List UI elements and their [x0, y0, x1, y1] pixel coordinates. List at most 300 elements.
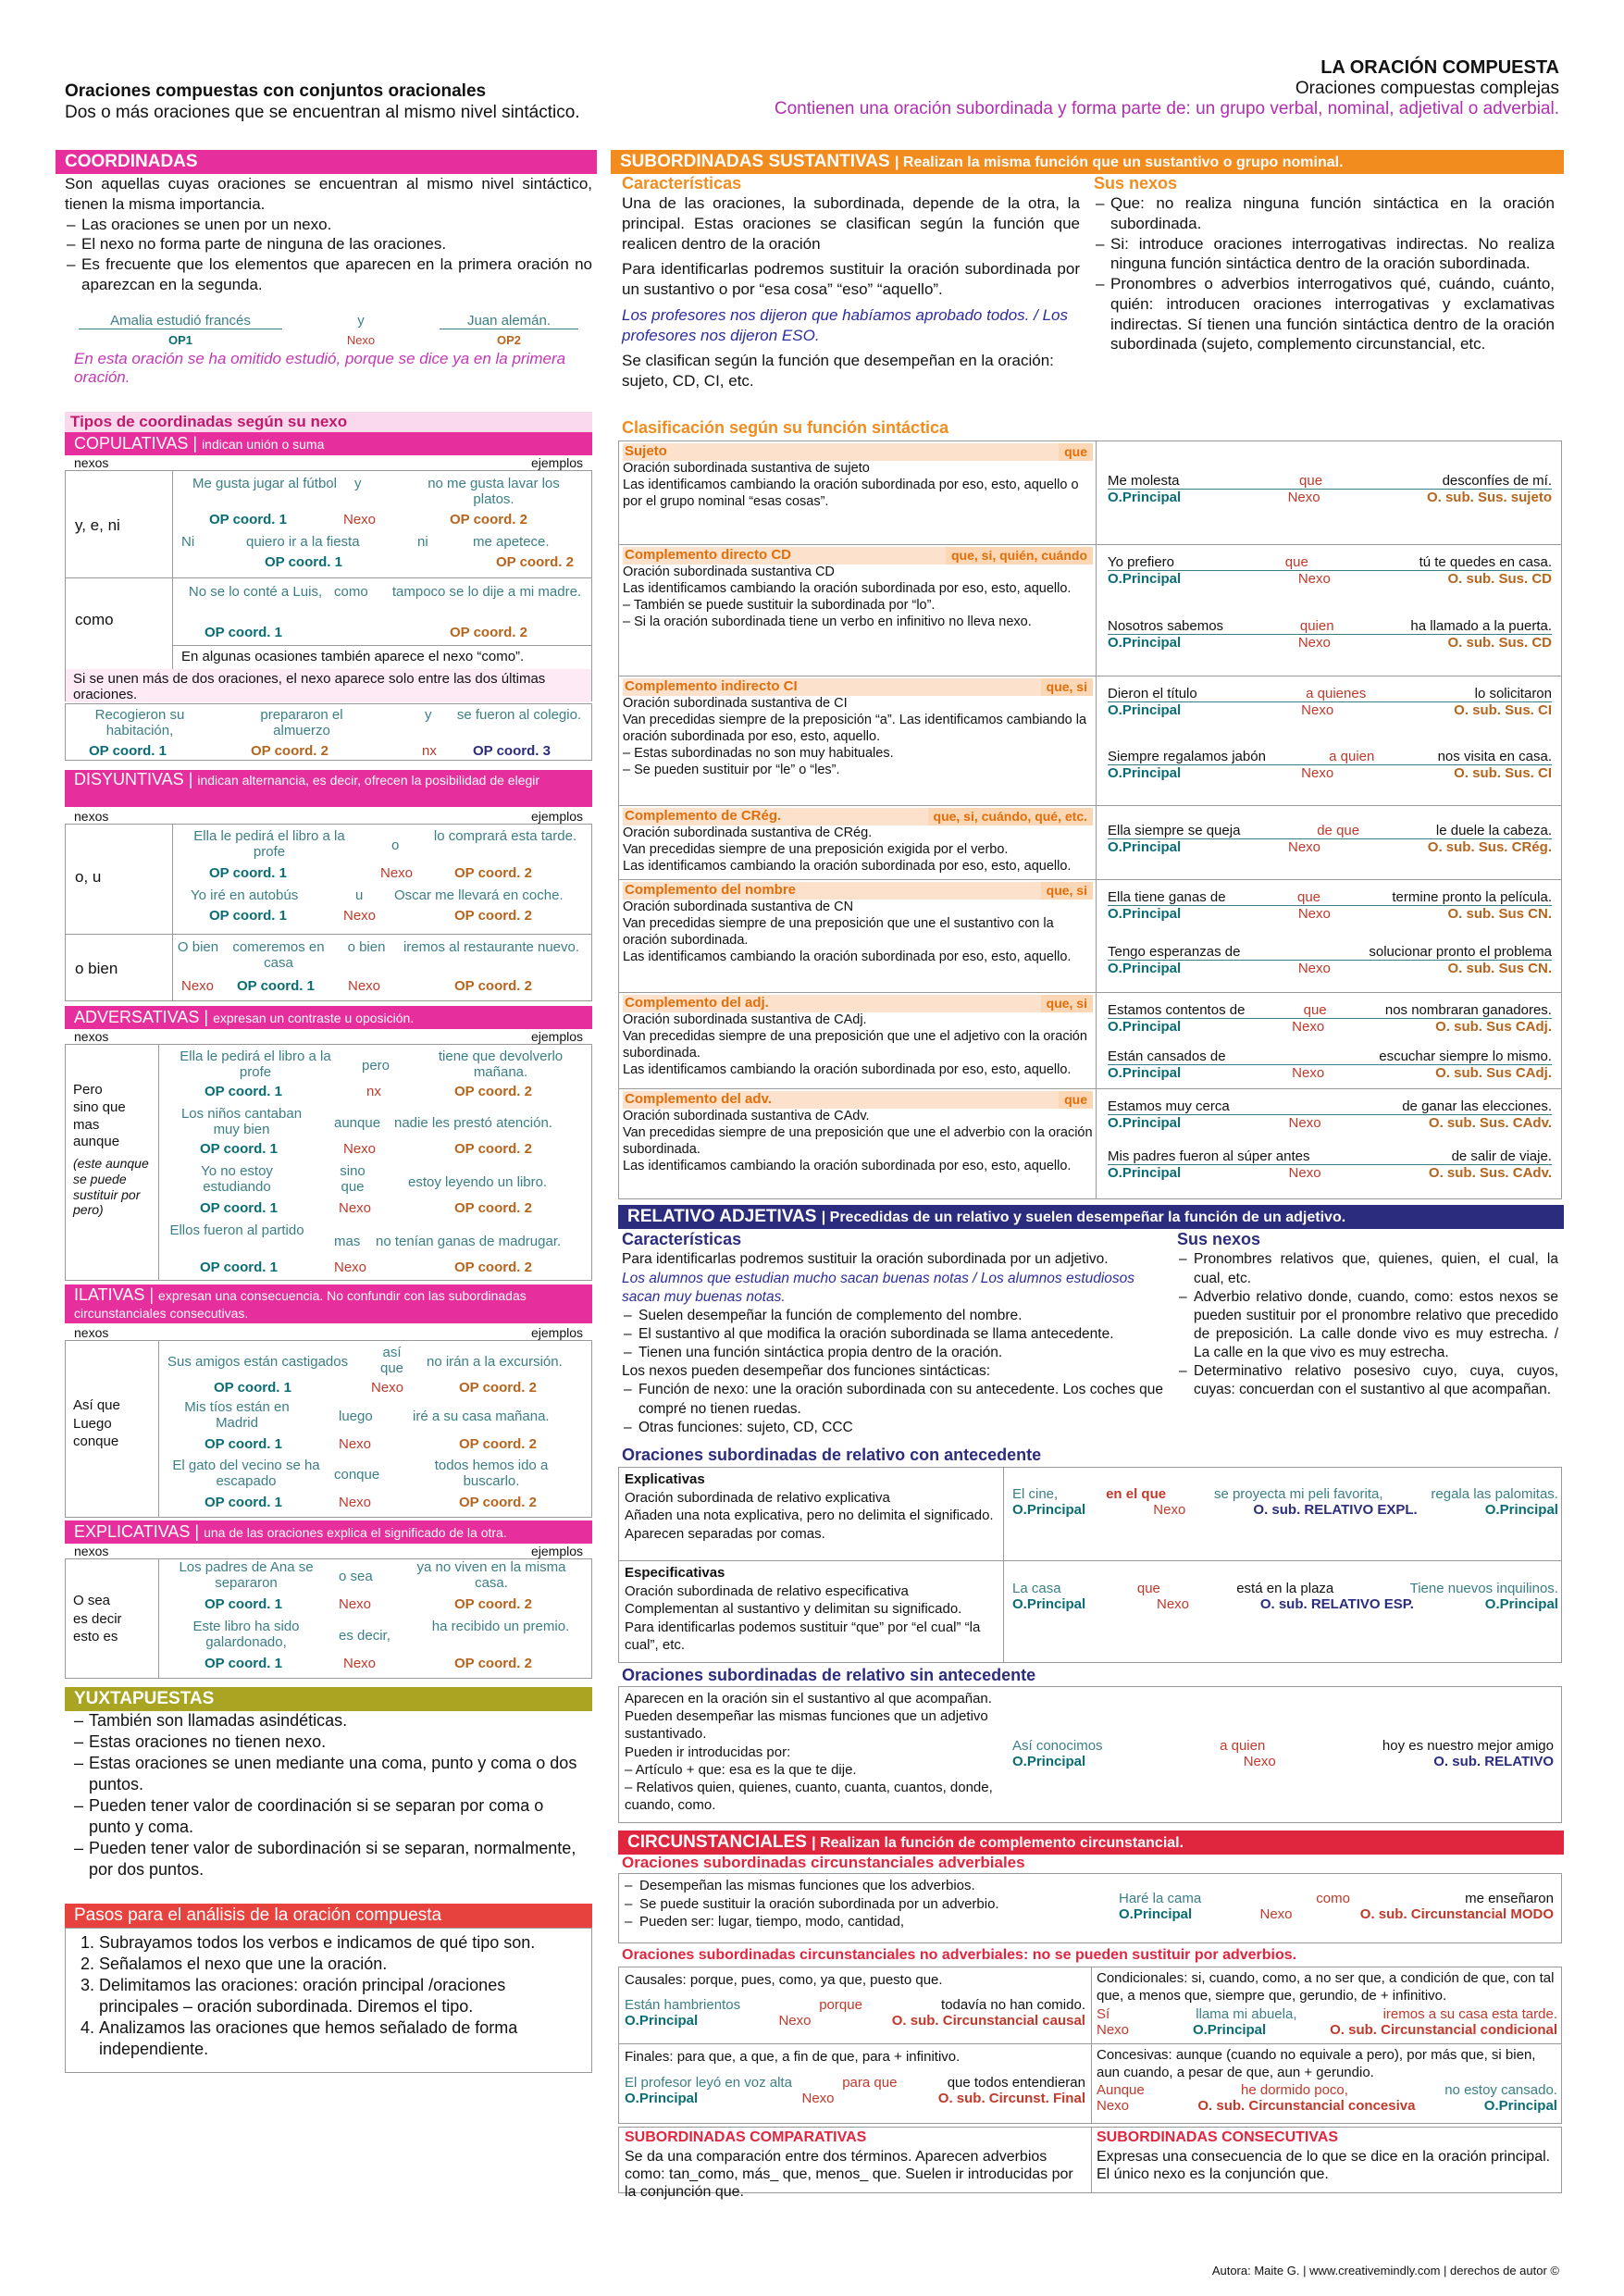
func-example: [1108, 823, 1552, 855]
lbl-op2: OP coord. 2: [454, 1596, 532, 1612]
func-desc: [623, 995, 1093, 1079]
lbl-oprin: O.Principal: [1012, 1596, 1086, 1612]
yuxt-bullet: – Pueden tener valor de coordinación si se separan por coma o punto y coma.: [72, 1795, 586, 1838]
lbl-oprin: O.Principal: [1483, 2098, 1557, 2114]
func-example: [1108, 944, 1552, 976]
copul-head: [74, 455, 583, 470]
adver-nexos: Pero sino que mas aunque: [73, 1082, 126, 1150]
lbl-nexo: Nexo: [1297, 635, 1331, 651]
circ-finales: Finales: para que, a que, a fin de que, para + infinitivo.: [625, 2049, 961, 2065]
ex-part: de ganar las elecciones.: [1402, 1098, 1552, 1114]
lbl-op1: OP coord. 1: [205, 1656, 282, 1671]
copul-ex-nexo: y: [425, 707, 432, 723]
adver-row: [163, 1104, 589, 1163]
lbl-nexo: Nexo: [1292, 1019, 1325, 1035]
lbl-op1: OP coord. 1: [205, 1084, 282, 1099]
ex-part: se proyecta mi peli favorita,: [1213, 1486, 1383, 1502]
adver-ex: tiene que devolverlo mañana.: [438, 1049, 564, 1080]
expl-head: [74, 1544, 583, 1558]
expl-title: EXPLICATIVAS: [74, 1522, 191, 1541]
adver-ex: Los niños cantaban muy bien: [180, 1106, 303, 1137]
ex-nexo: que: [1299, 473, 1323, 489]
circ-causales: Causales: porque, pues, como, ya que, puesto que.: [625, 1972, 943, 1988]
paso: 1. Subrayamos todos los verbos e indicamos de qué tipo son.: [99, 1932, 584, 1954]
lbl-op1: OP coord. 1: [209, 512, 287, 527]
func-body: Oración subordinada sustantiva CD Las identificamos cambiando la oración subordinada por eso, esto, aquello. – También se puede sustituir la subordinada por “lo”. – Si la oración subordinada tiene un verbo en infinitivo no lleva nexo.: [623, 565, 1072, 630]
ex-part: Yo prefiero: [1108, 554, 1174, 570]
lbl-oprin: O.Principal: [1119, 1906, 1193, 1922]
lbl-nexo: Nexo: [343, 908, 377, 924]
adver-ex: nadie les prestó atención.: [394, 1115, 552, 1131]
circ-noadv-heading: Oraciones subordinadas circunstanciales no adverbiales: no se pueden sustituir por adverbios.: [622, 1947, 1297, 1963]
sust-clas-heading: Clasificación según su función sintáctica: [622, 418, 949, 437]
lbl-op2: OP coord. 2: [459, 1380, 537, 1396]
func-example: [1108, 889, 1552, 922]
copul-multi: Si se unen más de dos oraciones, el nexo aparece solo entre las dos últimas oraciones.: [66, 669, 591, 702]
copul-ex-nexo: Ni: [181, 534, 195, 550]
lbl-sub: O. sub. Circunstancial MODO: [1359, 1906, 1554, 1922]
rel-nexos: [1177, 1229, 1558, 1400]
rel-espe-title: Especificativas: [625, 1565, 725, 1581]
ex-nexo: porque: [819, 1997, 862, 2013]
lbl-nexo: Nexo: [778, 2013, 812, 2029]
func-nexos: que, si: [1041, 678, 1093, 696]
circ-adv-item: – Desempeñan las mismas funciones que los adverbios.: [623, 1877, 1095, 1895]
ex-part: Mis padres fueron al súper antes: [1108, 1148, 1310, 1164]
lbl-oprin: O.Principal: [1012, 1754, 1086, 1769]
func-nexos: que, si, cuándo, qué, etc.: [928, 808, 1093, 825]
yuxt-bullet: – Pueden tener valor de subordinación si se separan, normalmente, por dos puntos.: [72, 1838, 586, 1880]
adver-desc: expresan un contraste u oposición.: [213, 1011, 415, 1025]
ilat-ex: Mis tíos están en Madrid: [184, 1399, 290, 1431]
right-desc: Contienen una oración subordinada y forma parte de: un grupo verbal, nominal, adjetival o adverbial.: [774, 99, 1559, 118]
circ-adv-list: [623, 1877, 1095, 1931]
ilat-row: [163, 1399, 589, 1458]
ejemplos-label: ejemplos: [530, 1029, 583, 1044]
lbl-op2: OP coord. 2: [454, 865, 532, 881]
lbl-op1: OP coord. 1: [89, 743, 167, 759]
lbl-nexo: Nexo: [339, 1596, 372, 1612]
lbl-nexo: Nexo: [1097, 2098, 1130, 2114]
lbl-op1: OP coord. 1: [214, 1380, 291, 1396]
lbl-nexo: Nexo: [1297, 906, 1331, 922]
circ-adv-box: [618, 1873, 1562, 1943]
sust-nexo-item: – Si: introduce oraciones interrogativas indirectas. No realiza ninguna función sintáctica dentro de la oración subordinada.: [1094, 234, 1555, 275]
func-example: [1108, 1002, 1552, 1035]
footer: Autora: Maite G. | www.creativemindly.com | derechos de autor ©: [1211, 2264, 1559, 2277]
lbl-oprin: O.Principal: [1484, 1502, 1558, 1518]
ex-part: Dieron el título: [1108, 686, 1197, 701]
ex-nexo: que: [1296, 889, 1321, 905]
lbl-nexo: Nexo: [1243, 1754, 1276, 1769]
lbl-nexo: Nexo: [1297, 961, 1331, 976]
ex-part: escuchar siempre lo mismo.: [1379, 1049, 1552, 1064]
lbl-oprin: O.Principal: [625, 2013, 699, 2029]
disy-title: DISYUNTIVAS: [74, 770, 184, 788]
func-row: [619, 676, 1561, 806]
ex-part: todavía no han comido.: [941, 1997, 1085, 2013]
circ-conc-example: [1097, 2082, 1557, 2114]
disy-ex-nexo: u: [355, 887, 364, 903]
ex-nexo: a quien: [1329, 749, 1375, 764]
expl-desc: una de las oraciones explica el significado de la otra.: [204, 1525, 507, 1540]
func-nexos: que, si: [1041, 882, 1093, 900]
ex-nexo: a quienes: [1306, 686, 1367, 701]
rel-bullet: – El sustantivo al que modifica la oración subordinada se llama antecedente.: [622, 1325, 1168, 1344]
disy-ex: Yo iré en autobús: [191, 887, 299, 903]
func-body: Oración subordinada sustantiva de CAdv. Van precedidas siempre de una preposición que une el adverbio con la oración subordinada. Las identificamos cambiando la oración subordinada por eso, esto, aquello.: [623, 1109, 1093, 1174]
expl-ex-nexo: o sea: [339, 1569, 373, 1584]
rel-con-table: [618, 1467, 1562, 1663]
func-row: [619, 545, 1561, 676]
coord-intro-text: Son aquellas cuyas oraciones se encuentran al mismo nivel sintáctico, tienen la misma importancia.: [65, 175, 592, 213]
lbl-op2: OP coord. 2: [450, 512, 527, 527]
ex-nexo: quien: [1299, 618, 1334, 634]
lbl-oprin: O.Principal: [1108, 839, 1182, 855]
sust-func-table: [618, 441, 1562, 1199]
lbl-oprin: O.Principal: [1108, 1115, 1182, 1131]
rel-espe-text: Oración subordinada de relativo especificativa Complementan al sustantivo y delimitan su significado. Para identificarlas podemos sustituir “que” por “el cual” “la cual”, etc.: [625, 1582, 981, 1653]
lbl-nexo: Nexo: [181, 978, 215, 994]
func-head: [623, 443, 1093, 461]
paso: 2. Señalamos el nexo que une la oración.: [99, 1954, 584, 1975]
lbl-oprin: O.Principal: [1012, 1502, 1086, 1518]
ejemplos-label: ejemplos: [530, 1544, 583, 1558]
adver-rows: [163, 1045, 589, 1282]
adver-row: [163, 1222, 589, 1282]
func-example: [1108, 618, 1552, 651]
adver-head: [74, 1029, 583, 1044]
ex-part: solucionar pronto el problema: [1369, 944, 1552, 960]
copul-ex: me apetece.: [473, 534, 550, 550]
func-row: [619, 993, 1561, 1089]
rel-car-example: Los alumnos que estudian mucho sacan buenas notas / Los alumnos estudiosos sacan muy buenas notas.: [622, 1270, 1135, 1305]
lbl-sub: O. sub. Sus CN.: [1447, 906, 1552, 922]
ejemplos-label: ejemplos: [530, 455, 583, 470]
coord-example: [79, 313, 578, 329]
nexos-label: nexos: [74, 1544, 109, 1558]
nexos-label: nexos: [74, 1325, 109, 1340]
lbl-nexo: Nexo: [348, 978, 381, 994]
ex-nexo: para que: [842, 2075, 898, 2091]
copul-ex: se fueron al colegio.: [456, 707, 582, 723]
lbl-nexo: Nexo: [343, 512, 377, 527]
label-op2: OP2: [496, 333, 521, 347]
copul-ex-nexo: y: [354, 476, 362, 491]
ex-part: he dormido poco,: [1241, 2082, 1348, 2098]
ex-part: Tengo esperanzas de: [1108, 944, 1241, 960]
rel-bullet: – Suelen desempeñar la función de complemento del nombre.: [622, 1307, 1168, 1325]
copul-note: En algunas ocasiones también aparece el nexo “como”.: [181, 649, 525, 664]
func-desc: [623, 1091, 1093, 1175]
rel-bar: [618, 1205, 1564, 1229]
rel-bullet: – Tienen una función sintáctica propia dentro de la oración.: [622, 1344, 1168, 1362]
rel-nexos-heading: Sus nexos: [1177, 1230, 1261, 1248]
ex-part: regala las palomitas.: [1431, 1486, 1558, 1502]
rel-espe-example: [1012, 1581, 1558, 1612]
ex-nexo: en el que: [1106, 1486, 1167, 1502]
func-example: [1108, 1049, 1552, 1081]
copul-table: [65, 470, 592, 701]
comp-cons: [618, 2127, 1562, 2201]
disy-bar: DISYUNTIVAS | indican alternancia, es decir, ofrecen la posibilidad de elegir: [65, 770, 592, 807]
circ-bar: [618, 1831, 1564, 1855]
lbl-nexo: Nexo: [1287, 839, 1321, 855]
lbl-sub: O. sub. Circunst. Final: [937, 2091, 1085, 2106]
ilat-ex: El gato del vecino se ha escapado: [172, 1458, 320, 1489]
rel-func: – Función de nexo: une la oración subordinada con su antecedente. Los coches que compré no tienen ruedas.: [622, 1381, 1168, 1418]
func-desc: [623, 547, 1093, 631]
coord-bar: COORDINADAS: [56, 150, 597, 174]
expl-ex: ha recibido un premio.: [431, 1619, 570, 1634]
rel-title: RELATIVO ADJETIVAS: [627, 1207, 817, 1226]
lbl-oprin: O.Principal: [1484, 1596, 1558, 1612]
nexos-label: nexos: [74, 809, 109, 824]
coord-note: En esta oración se ha omitido estudió, porque se dice ya en la primera oración.: [74, 350, 566, 386]
func-title: Complemento directo CD: [625, 547, 792, 563]
adver-ex: Ellos fueron al partido: [169, 1222, 304, 1238]
func-example: [1108, 686, 1552, 718]
sust-car-2: Para identificarlas podremos sustituir la oración subordinada por un sustantivo o por “esa cosa” “eso” “aquello”.: [622, 260, 1080, 298]
rel-bullets: [622, 1307, 1168, 1362]
adver-bar: ADVERSATIVAS | expresan un contraste u oposición.: [65, 1006, 592, 1029]
rel-car-heading: Características: [622, 1230, 742, 1248]
rel-expl-example: [1012, 1486, 1558, 1518]
coord-bullet: – El nexo no forma parte de ninguna de las oraciones.: [65, 234, 592, 254]
func-title: Sujeto: [625, 443, 667, 459]
disy-nexo-1: o, u: [75, 868, 102, 886]
copul-ex: quiero ir a la fiesta: [246, 534, 360, 550]
rel-espe: [625, 1564, 999, 1655]
disy-ex: Oscar me llevará en coche.: [394, 887, 564, 903]
copul-ex: Recogieron su habitación,: [94, 707, 185, 738]
lbl-sub: O. sub. Sus. CAdv.: [1428, 1165, 1552, 1181]
lbl-op2: OP coord. 2: [450, 625, 527, 640]
adver-title: ADVERSATIVAS: [74, 1008, 200, 1026]
rel-expl-title: Explicativas: [625, 1471, 705, 1487]
lbl-sub: O. sub. Sus. CD: [1447, 571, 1552, 587]
lbl-op1: OP coord. 1: [205, 1436, 282, 1452]
adver-row: [163, 1045, 589, 1104]
lbl-sub: O. sub. Sus. CI: [1454, 702, 1552, 718]
copul-ex: tampoco se lo dije a mi madre.: [391, 584, 582, 600]
ilat-ex: Sus amigos están castigados: [167, 1354, 349, 1370]
func-head: [623, 678, 1093, 696]
adver-ex-nexo: mas: [334, 1234, 361, 1249]
nexos-label: nexos: [74, 1029, 109, 1044]
func-row: [619, 1089, 1561, 1193]
disy-ex: lo comprará esta tarde.: [433, 828, 577, 844]
coord-example-labels: [79, 333, 578, 347]
lbl-sub: O. sub. RELATIVO ESP.: [1259, 1596, 1414, 1612]
rel-sin-heading: Oraciones subordinadas de relativo sin antecedente: [622, 1666, 1036, 1684]
ilat-ex: no irán a la excursión.: [427, 1354, 563, 1370]
rel-desc: | Precedidas de un relativo y suelen desempeñar la función de un adjetivo.: [821, 1210, 1346, 1225]
rel-dos: Los nexos pueden desempeñar dos funciones sintácticas:: [622, 1363, 991, 1380]
expl-table: [65, 1558, 592, 1679]
lbl-nexo: Nexo: [1287, 490, 1320, 505]
lbl-op2: OP coord. 2: [454, 1084, 532, 1099]
ex-part: tú te quedes en casa.: [1419, 554, 1552, 570]
func-body: Oración subordinada sustantiva de CAdj. Van precedidas siempre de una preposición que une el adjetivo con la oración subordinada. Las identificamos cambiando la oración subordinada por eso, esto, aquello.: [623, 1012, 1087, 1078]
lbl-nexo: Nexo: [1301, 765, 1334, 781]
func-desc: [623, 882, 1093, 966]
lbl-nexo: Nexo: [339, 1200, 372, 1216]
lbl-nexo: Nexo: [343, 1141, 377, 1157]
paso: 4. Analizamos las oraciones que hemos señalado de forma independiente.: [99, 2017, 584, 2060]
lbl-oprin: O.Principal: [1108, 702, 1182, 718]
lbl-sub: O. sub. RELATIVO EXPL.: [1253, 1502, 1418, 1518]
ex-part: termine pronto la película.: [1392, 889, 1552, 905]
ex-part: Nosotros sabemos: [1108, 618, 1224, 634]
expl-ex: Este libro ha sido galardonado,: [192, 1619, 300, 1650]
ex-part: Están cansados de: [1108, 1049, 1226, 1064]
yuxt-bullet: – Estas oraciones se unen mediante una coma, punto y coma o dos puntos.: [72, 1753, 586, 1795]
func-example: [1108, 473, 1552, 505]
ex-part: Haré la cama: [1119, 1891, 1202, 1906]
rel-nexos-list: [1177, 1250, 1558, 1399]
lbl-op2: OP coord. 2: [496, 554, 574, 570]
ilat-ex-nexo: luego: [339, 1409, 373, 1424]
sust-title: SUBORDINADAS SUSTANTIVAS: [620, 152, 890, 171]
lbl-nexo: Nexo: [380, 865, 414, 881]
label-op1: OP1: [167, 333, 192, 347]
lbl-sub: O. sub. Circunstancial condicional: [1330, 2022, 1557, 2038]
func-head: [623, 547, 1093, 565]
yuxt-bullet: – También son llamadas asindéticas.: [72, 1710, 586, 1731]
rel-car: [622, 1229, 1168, 1437]
copul-desc: indican unión o suma: [202, 437, 325, 452]
circ-cond-example: [1097, 2006, 1557, 2038]
adver-ex: no tenían ganas de madrugar.: [376, 1234, 562, 1249]
func-title: Complemento del adv.: [625, 1091, 772, 1107]
lbl-oprin: O.Principal: [1108, 1065, 1182, 1081]
header-left: [65, 81, 592, 124]
ex-nexo: a quien: [1220, 1738, 1266, 1754]
sust-nexos-heading: Sus nexos: [1094, 174, 1178, 192]
ex-part: Ella siempre se queja: [1108, 823, 1241, 838]
cons-text: Expresas una consecuencia de lo que se dice en la oración principal. El único nexo es la conjunción que.: [1097, 2149, 1551, 2183]
disy-ex: iremos al restaurante nuevo.: [403, 939, 580, 955]
disy-ex-nexo: o: [391, 838, 400, 853]
ilat-title: ILATIVAS: [74, 1285, 145, 1304]
func-example: [1108, 554, 1552, 587]
func-head: [623, 1091, 1093, 1109]
func-row: [619, 806, 1561, 880]
copul-bar: COPULATIVAS | indican unión o suma: [65, 432, 592, 455]
ilat-ex-nexo: conque: [334, 1467, 380, 1483]
lbl-op1: OP coord. 1: [205, 1495, 282, 1510]
lbl-nexo: Nexo: [334, 1260, 367, 1275]
lbl-sub: O. sub. Sus. CRég.: [1427, 839, 1552, 855]
lbl-nexo: Nexo: [1288, 1115, 1321, 1131]
func-desc: [623, 808, 1093, 875]
ex-part: nos nombraran ganadores.: [1384, 1002, 1552, 1018]
yuxt-bullet: – Estas oraciones no tienen nexo.: [72, 1731, 586, 1753]
sust-nexo-item: – Que: no realiza ninguna función sintáctica en la oración subordinada.: [1094, 193, 1555, 234]
lbl-op2: OP coord. 2: [454, 1200, 532, 1216]
adver-ex: Ella le pedirá el libro a la profe: [180, 1049, 331, 1080]
pasos-box: [65, 1928, 592, 2073]
sust-car-1: Una de las oraciones, la subordinada, depende de la otra, la principal. Estas oraciones se clasifican según la función que realicen dentro de la oración: [622, 194, 1080, 253]
yuxt-bar: YUXTAPUESTAS: [65, 1687, 592, 1711]
disy-ex-nexo: o bien: [347, 939, 386, 955]
ex-part: Ella tiene ganas de: [1108, 889, 1226, 905]
circ-adv-item: – Se puede sustituir la oración subordinada por un adverbio.: [623, 1895, 1095, 1914]
lbl-op1: OP coord. 1: [205, 625, 282, 640]
lbl-oprin: O.Principal: [625, 2091, 699, 2106]
adver-ex-nexo: sino que: [340, 1163, 366, 1195]
func-title: Complemento de CRég.: [625, 808, 782, 824]
ex-nexo: que: [1136, 1581, 1160, 1596]
adver-ex: estoy leyendo un libro.: [408, 1174, 548, 1190]
sust-nexo-item: – Pronombres o adverbios interrogativos qué, cuándo, cuánto, quién: introducen oraciones interrogativas y exclamativas indirectas. Sí tienen una función sintáctica dentro de la oración subordinada (sujeto, complemento circunstancial, etc.: [1094, 274, 1555, 354]
func-body: Oración subordinada sustantiva de CI Van precedidas siempre de la preposición “a”. Las identificamos cambiando la oración subordinada por eso, esto, aquello. – Estas subordinadas no son muy habituales. – Se pueden sustituir por “le” o “les”.: [623, 696, 1087, 778]
ex-part: que todos entendieran: [947, 2075, 1085, 2091]
header-right: [671, 57, 1559, 119]
ex-nexo: que: [1284, 554, 1308, 570]
expl-rows: [163, 1559, 589, 1678]
lbl-op2: OP coord. 2: [454, 978, 532, 994]
lbl-op1: OP coord. 1: [237, 978, 315, 994]
func-nexos: que: [1059, 443, 1093, 461]
lbl-op2: OP coord. 2: [454, 1260, 532, 1275]
rel-sin-table: [618, 1686, 1562, 1823]
func-body: Oración subordinada sustantiva de CRég. Van precedidas siempre de una preposición exigida por el verbo. Las identificamos cambiando la oración subordinada por eso, esto, aquello.: [623, 825, 1072, 875]
lbl-nexo: Nexo: [1153, 1502, 1186, 1518]
lbl-nexo: nx: [366, 1084, 381, 1099]
lbl-op2: OP coord. 2: [251, 743, 329, 759]
func-row: [619, 880, 1561, 993]
example-op1: Amalia estudió francés: [79, 313, 282, 329]
lbl-op2: OP coord. 2: [459, 1495, 537, 1510]
rel-nexo-item: – Determinativo relativo posesivo cuyo, cuya, cuyos, cuyas: concuerdan con el sustantivo al que acompañan.: [1177, 1362, 1558, 1399]
adver-ex-nexo: pero: [362, 1058, 391, 1074]
circ-desc: | Realizan la función de complemento circunstancial.: [812, 1835, 1184, 1851]
copul-ex: No se lo conté a Luis,: [188, 584, 323, 600]
func-nexos: que, si, quién, cuándo: [946, 547, 1093, 565]
lbl-sub: O. sub. Sus CN.: [1447, 961, 1552, 976]
ilat-rows: [163, 1341, 589, 1516]
sust-bar: [611, 150, 1564, 174]
ex-part: Tiene nuevos inquilinos.: [1409, 1581, 1558, 1596]
pasos-bar: Pasos para el análisis de la oración compuesta: [65, 1904, 592, 1928]
left-desc: Dos o más oraciones que se encuentran al mismo nivel sintáctico.: [65, 103, 580, 122]
rel-expl: [625, 1471, 999, 1543]
copul-title: COPULATIVAS: [74, 434, 189, 453]
lbl-sub: O. sub. Sus. CI: [1454, 765, 1552, 781]
pasos-list: [73, 1932, 584, 2060]
rel-con-heading: Oraciones subordinadas de relativo con antecedente: [622, 1446, 1042, 1464]
ex-part: La casa: [1012, 1581, 1061, 1596]
lbl-op1: OP coord. 1: [209, 865, 287, 881]
lbl-op1: OP coord. 1: [209, 908, 287, 924]
rel-func: – Otras funciones: sujeto, CD, CCC: [622, 1419, 1168, 1437]
lbl-nexo: Nexo: [371, 1380, 404, 1396]
func-desc: [623, 678, 1093, 779]
disy-ex-nexo: O bien: [177, 939, 219, 955]
rel-funcs: [622, 1381, 1168, 1436]
lbl-op3: OP coord. 3: [473, 743, 551, 759]
sust-nexos-list: [1094, 193, 1555, 354]
tipos-heading: Tipos de coordinadas según su nexo: [65, 412, 592, 432]
copul-ex: no me gusta lavar los platos.: [428, 476, 560, 507]
ex-part: Están hambrientos: [625, 1997, 741, 2013]
lbl-nexo: Nexo: [1297, 571, 1331, 587]
nexos-label: nexos: [74, 455, 109, 470]
ex-nexo: que: [1303, 1002, 1327, 1018]
ilat-table: [65, 1340, 592, 1518]
